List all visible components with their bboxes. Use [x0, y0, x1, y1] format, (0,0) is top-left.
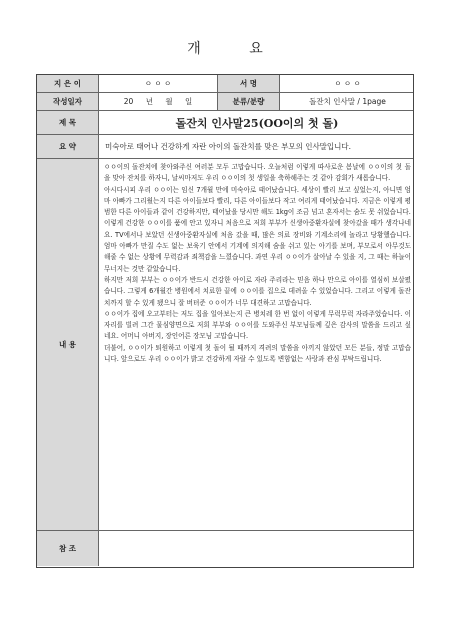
reference-value: [99, 531, 415, 566]
signature-label: 서 명: [218, 75, 280, 92]
author-row: [37, 75, 413, 93]
signature-value: ㅇ ㅇ ㅇ: [334, 79, 361, 88]
body-paragraph: 더불어, ㅇㅇ이가 퇴원하고 이렇게 첫 돌이 될 때까지 격려의 말씀을 아끼지 않았던 모든 분들, 정말 고맙습니다. 앞으로도 우리 ㅇㅇ이가 밝고 건강하게 자랄 수 있도록 변함없는 사랑과 관심 부탁드립니다.: [104, 343, 411, 364]
author-label: 지 은 이: [37, 75, 99, 92]
subject-label: 제 목: [37, 111, 99, 134]
body-paragraph: 아시다시피 우리 ㅇㅇ이는 임신 7개월 만에 미숙아로 태어났습니다. 세상이 빨리 보고 싶었는지, 아니면 엄마 아빠가 그리웠는지 다른 아이들보다 빨리, 다른 아이들보다 작고 여리게 태어났습니다. 지금은 이렇게 평범한 다른 아이들과 같이 건강하지만, 태어났을 당시만 해도 1kg이 조금 넘고 혼자서는 숨도 못 쉬었습니다.: [104, 185, 411, 217]
body-row: [37, 159, 413, 531]
page-title: 개 요: [187, 41, 285, 57]
summary-label: 요 약: [37, 135, 99, 158]
date-label: 작성일자: [37, 93, 99, 110]
body-label: 내 용: [37, 159, 99, 530]
body-paragraph: ㅇㅇ이가 집에 오고부터는 저도 집을 일아보는지 큰 병치레 한 번 없이 이렇게 무럭무럭 자라주었습니다. 이 자리를 빌려 그간 물심양면으로 저희 부부와 ㅇㅇ이를 도와주신 부모님들께 깊은 감사의 말씀을 드리고 싶네요. 어머니 아버지, 장인어른 장모님 고맙습니다.: [104, 309, 411, 341]
reference-row: [37, 531, 413, 566]
body-paragraph: 이렇게 건강한 ㅇㅇ이를 품에 안고 있자니 처음으로 저희 부부가 신생아중환자실에 찾아갔을 때가 생각나네요. TV에서나 보았던 신생아중환자실에 처음 갔을 때, 많은 의료 장비와 기계소리에 놀라고 당황했습니다. 엄마 아빠가 만질 수도 없는 보육기 안에서 기계에 의지해 숨을 쉬고 있는 아기를 보며, 부모로서 아무것도 해줄 수 없는 상황에 무력감과 죄책감을 느꼈습니다. 과연 우리 ㅇㅇ이가 살아날 수 있을 지, 그 때는 하늘이 무너지는 것만 같았습니다.: [104, 219, 411, 273]
body-content: [99, 159, 415, 530]
summary-row: [37, 135, 413, 159]
category-label: 분류/분량: [218, 93, 280, 110]
body-paragraph: 하지만 저희 부부는 ㅇㅇ이가 반드시 건강한 아이로 자라 주리라는 믿음 하나 만으로 아이를 열심히 보살폈습니다. 그렇게 6개월간 병원에서 치료한 끝에 ㅇㅇ이를 집으로 데려올 수 있었습니다. 그리고 이렇게 돌잔치까지 할 수 있게 됐으니 잘 버텨준 ㅇㅇ이가 너무 대견하고 고맙습니다.: [104, 275, 411, 307]
date-value: 20 년 월 일: [99, 93, 218, 110]
summary-value: 미숙아로 태어나 건강하게 자란 아이의 돌잔치를 맞은 부모의 인사말입니다.: [105, 142, 352, 151]
author-value: ㅇ ㅇ ㅇ: [99, 75, 218, 92]
subject-value: 돌잔치 인사말25(OO이의 첫 돌): [175, 116, 339, 130]
reference-label: 참 조: [37, 531, 99, 566]
category-value: 돌잔치 인사말 / 1page: [309, 97, 386, 106]
body-paragraph: ㅇㅇ이의 돌잔치에 찾아와주신 여러분 모두 고맙습니다. 오늘처럼 이렇게 따사로운 봄날에 ㅇㅇ이의 첫 돌을 맞아 잔치를 하자니, 날씨마저도 우리 ㅇㅇ이의 첫 생일을 축하해주는 것 같아 감회가 새롭습니다.: [104, 163, 411, 183]
date-row: [37, 93, 413, 111]
subject-row: [37, 111, 413, 135]
summary-form: [36, 74, 414, 568]
